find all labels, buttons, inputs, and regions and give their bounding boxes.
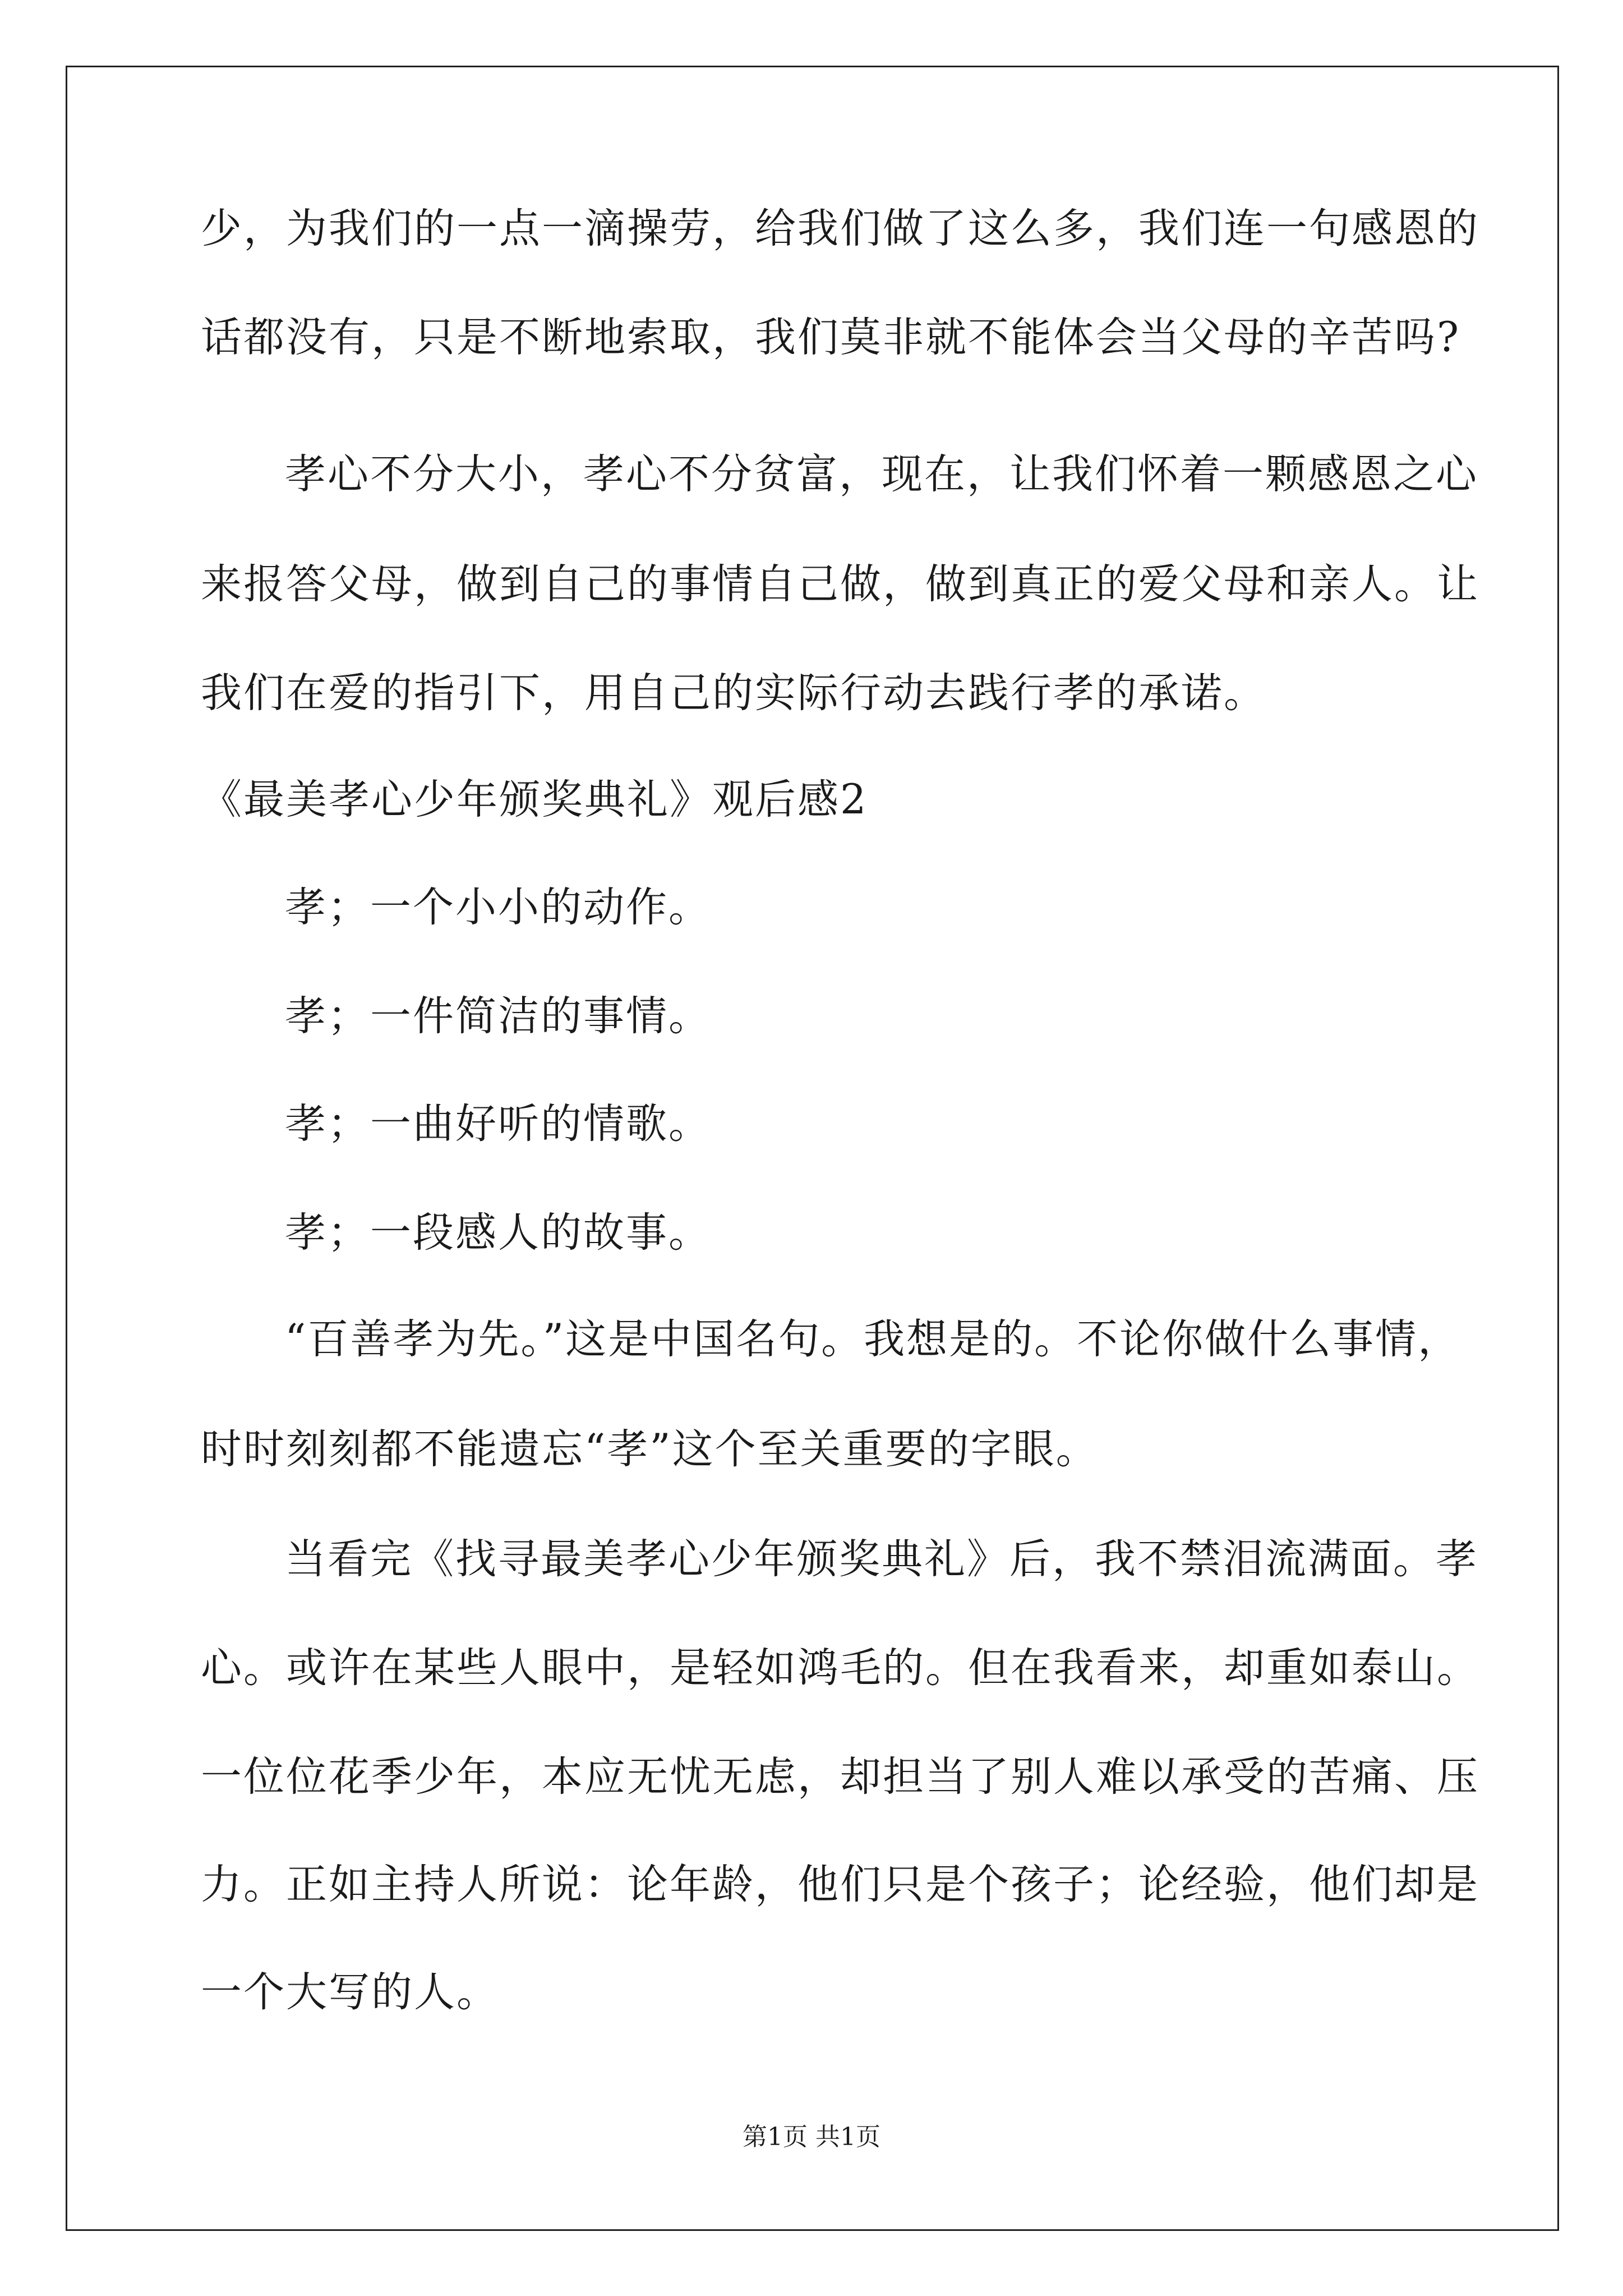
text-line: 少，为我们的一点一滴操劳，给我们做了这么多，我们连一句感恩的: [201, 205, 1479, 252]
text-line: 时时刻刻都不能遗忘“孝”这个至关重要的字眼。: [201, 1425, 1099, 1473]
text-line: 我们在爱的指引下，用自己的实际行动去践行孝的承诺。: [201, 669, 1266, 717]
text-line: 话都没有，只是不断地索取，我们莫非就不能体会当父母的辛苦吗?: [201, 314, 1461, 361]
paragraph-start-line: “百善孝为先。”这是中国名句。我想是的。不论你做什么事情，: [285, 1315, 1461, 1363]
text-line: 心。或许在某些人眼中，是轻如鸿毛的。但在我看来，却重如泰山。: [201, 1644, 1479, 1692]
paragraph-start-line: 孝；一段感人的故事。: [285, 1209, 711, 1257]
paragraph-start-line: 当看完《找寻最美孝心少年颁奖典礼》后，我不禁泪流满面。孝: [285, 1535, 1478, 1583]
page-footer: 第1页 共1页: [743, 2123, 880, 2151]
text-line: 来报答父母，做到自己的事情自己做，做到真正的爱父母和亲人。让: [201, 560, 1479, 608]
text-line: 一位位花季少年，本应无忧无虑，却担当了别人难以承受的苦痛、压: [201, 1753, 1479, 1801]
section-heading: 《最美孝心少年颁奖典礼》观后感2: [201, 776, 868, 823]
paragraph-start-line: 孝；一曲好听的情歌。: [285, 1100, 711, 1148]
paragraph-start-line: 孝心不分大小，孝心不分贫富，现在，让我们怀着一颗感恩之心: [285, 450, 1478, 498]
paragraph-start-line: 孝；一个小小的动作。: [285, 884, 711, 931]
text-line: 一个大写的人。: [201, 1968, 499, 2016]
text-line: 力。正如主持人所说：论年龄，他们只是个孩子；论经验，他们却是: [201, 1861, 1479, 1908]
paragraph-start-line: 孝；一件简洁的事情。: [285, 992, 711, 1040]
